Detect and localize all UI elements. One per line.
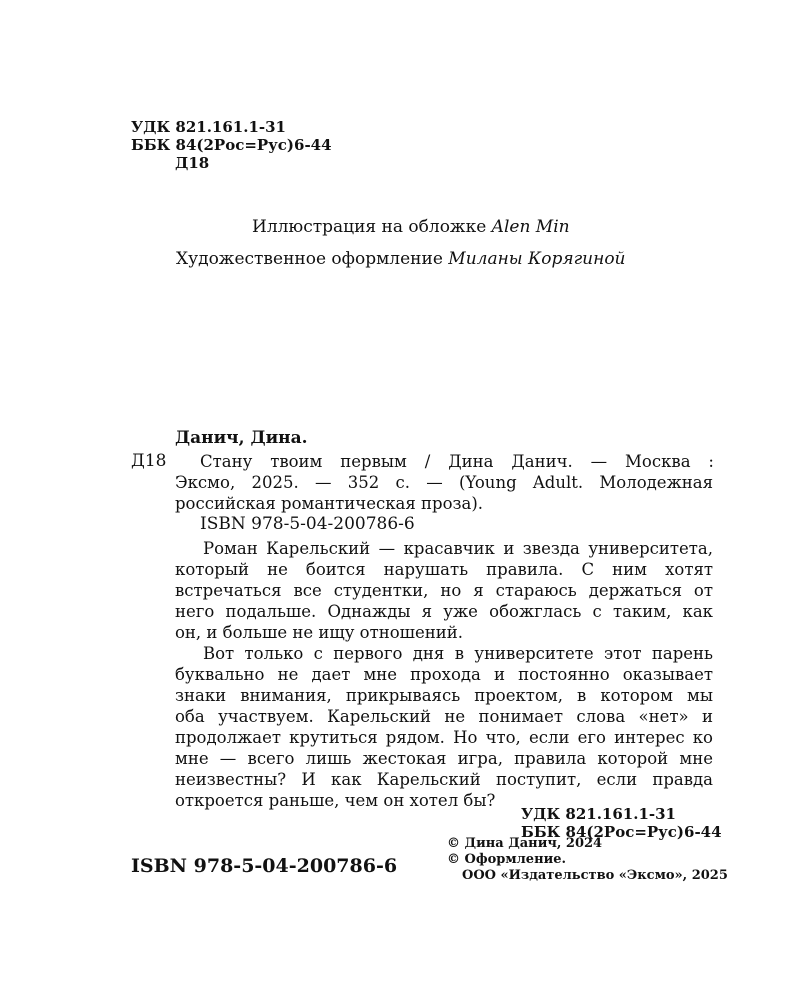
annotation-line: который не боится нарушать правила. С ним хотят [175,560,713,579]
illustrator-name: Alen Min [491,217,570,237]
designer-name: Миланы Корягиной [448,249,626,269]
annotation-line: откроется раньше, чем он хотел бы? [175,791,496,810]
annotation-line: неизвестны? И как Карельский поступит, если правда [175,770,713,789]
catalog-text-line: Стану твоим первым / Дина Данич. — Москва : [200,452,714,471]
annotation-line: продолжает крутиться рядом. Но что, если его интерес ко [175,728,713,747]
bbk-code: ББК 84(2Рос=Рус)6-44 [131,136,332,154]
design-credit-label: Художественное оформление [176,249,449,269]
illustration-credit-label: Иллюстрация на обложке [252,217,492,237]
annotation-line: он, и больше не ищу отношений. [175,623,463,642]
copyright-design: © Оформление. [447,852,567,867]
catalog-lines-rest [175,472,713,514]
annotation-paragraph-1 [175,538,713,643]
illustration-credit [252,216,570,238]
annotation-line: Вот только с первого дня в университете этот парень [203,644,713,663]
author-heading: Данич, Дина. [175,428,308,448]
udk-code-bottom: УДК 821.161.1-31 [521,805,676,823]
catalog-line-1 [200,451,714,472]
annotation-line: оба участвуем. Карельский не понимает слова «нет» и [175,707,713,726]
catalog-isbn: ISBN 978-5-04-200786-6 [200,514,415,534]
copyright-publisher: ООО «Издательство «Эксмо», 2025 [462,868,728,883]
annotation-line: буквально не дает мне прохода и постоянно оказывает [175,665,713,684]
annotation-line: знаки внимания, прикрываясь проектом, в котором мы [175,686,713,705]
bbk-code-bottom: ББК 84(2Рос=Рус)6-44 [521,823,722,841]
annotation-paragraph-2 [175,643,713,811]
design-credit [176,248,626,270]
annotation-line: встречаться все студентки, но я стараюсь держаться от [175,581,713,600]
copyright-author: © Дина Данич, 2024 [447,836,603,851]
author-mark: Д18 [175,154,210,172]
annotation-line: него подальше. Однажды я уже обожглась с таким, как [175,602,713,621]
udk-code: УДК 821.161.1-31 [131,118,286,136]
annotation-line: мне — всего лишь жестокая игра, правила которой мне [175,749,713,768]
catalog-code: Д18 [131,451,167,471]
catalog-text-line: российская романтическая проза). [175,494,484,513]
footer-isbn: ISBN 978-5-04-200786-6 [131,855,398,877]
annotation-line: Роман Карельский — красавчик и звезда университета, [203,539,713,558]
catalog-text-line: Эксмо, 2025. — 352 с. — (Young Adult. Молодежная [175,473,713,492]
